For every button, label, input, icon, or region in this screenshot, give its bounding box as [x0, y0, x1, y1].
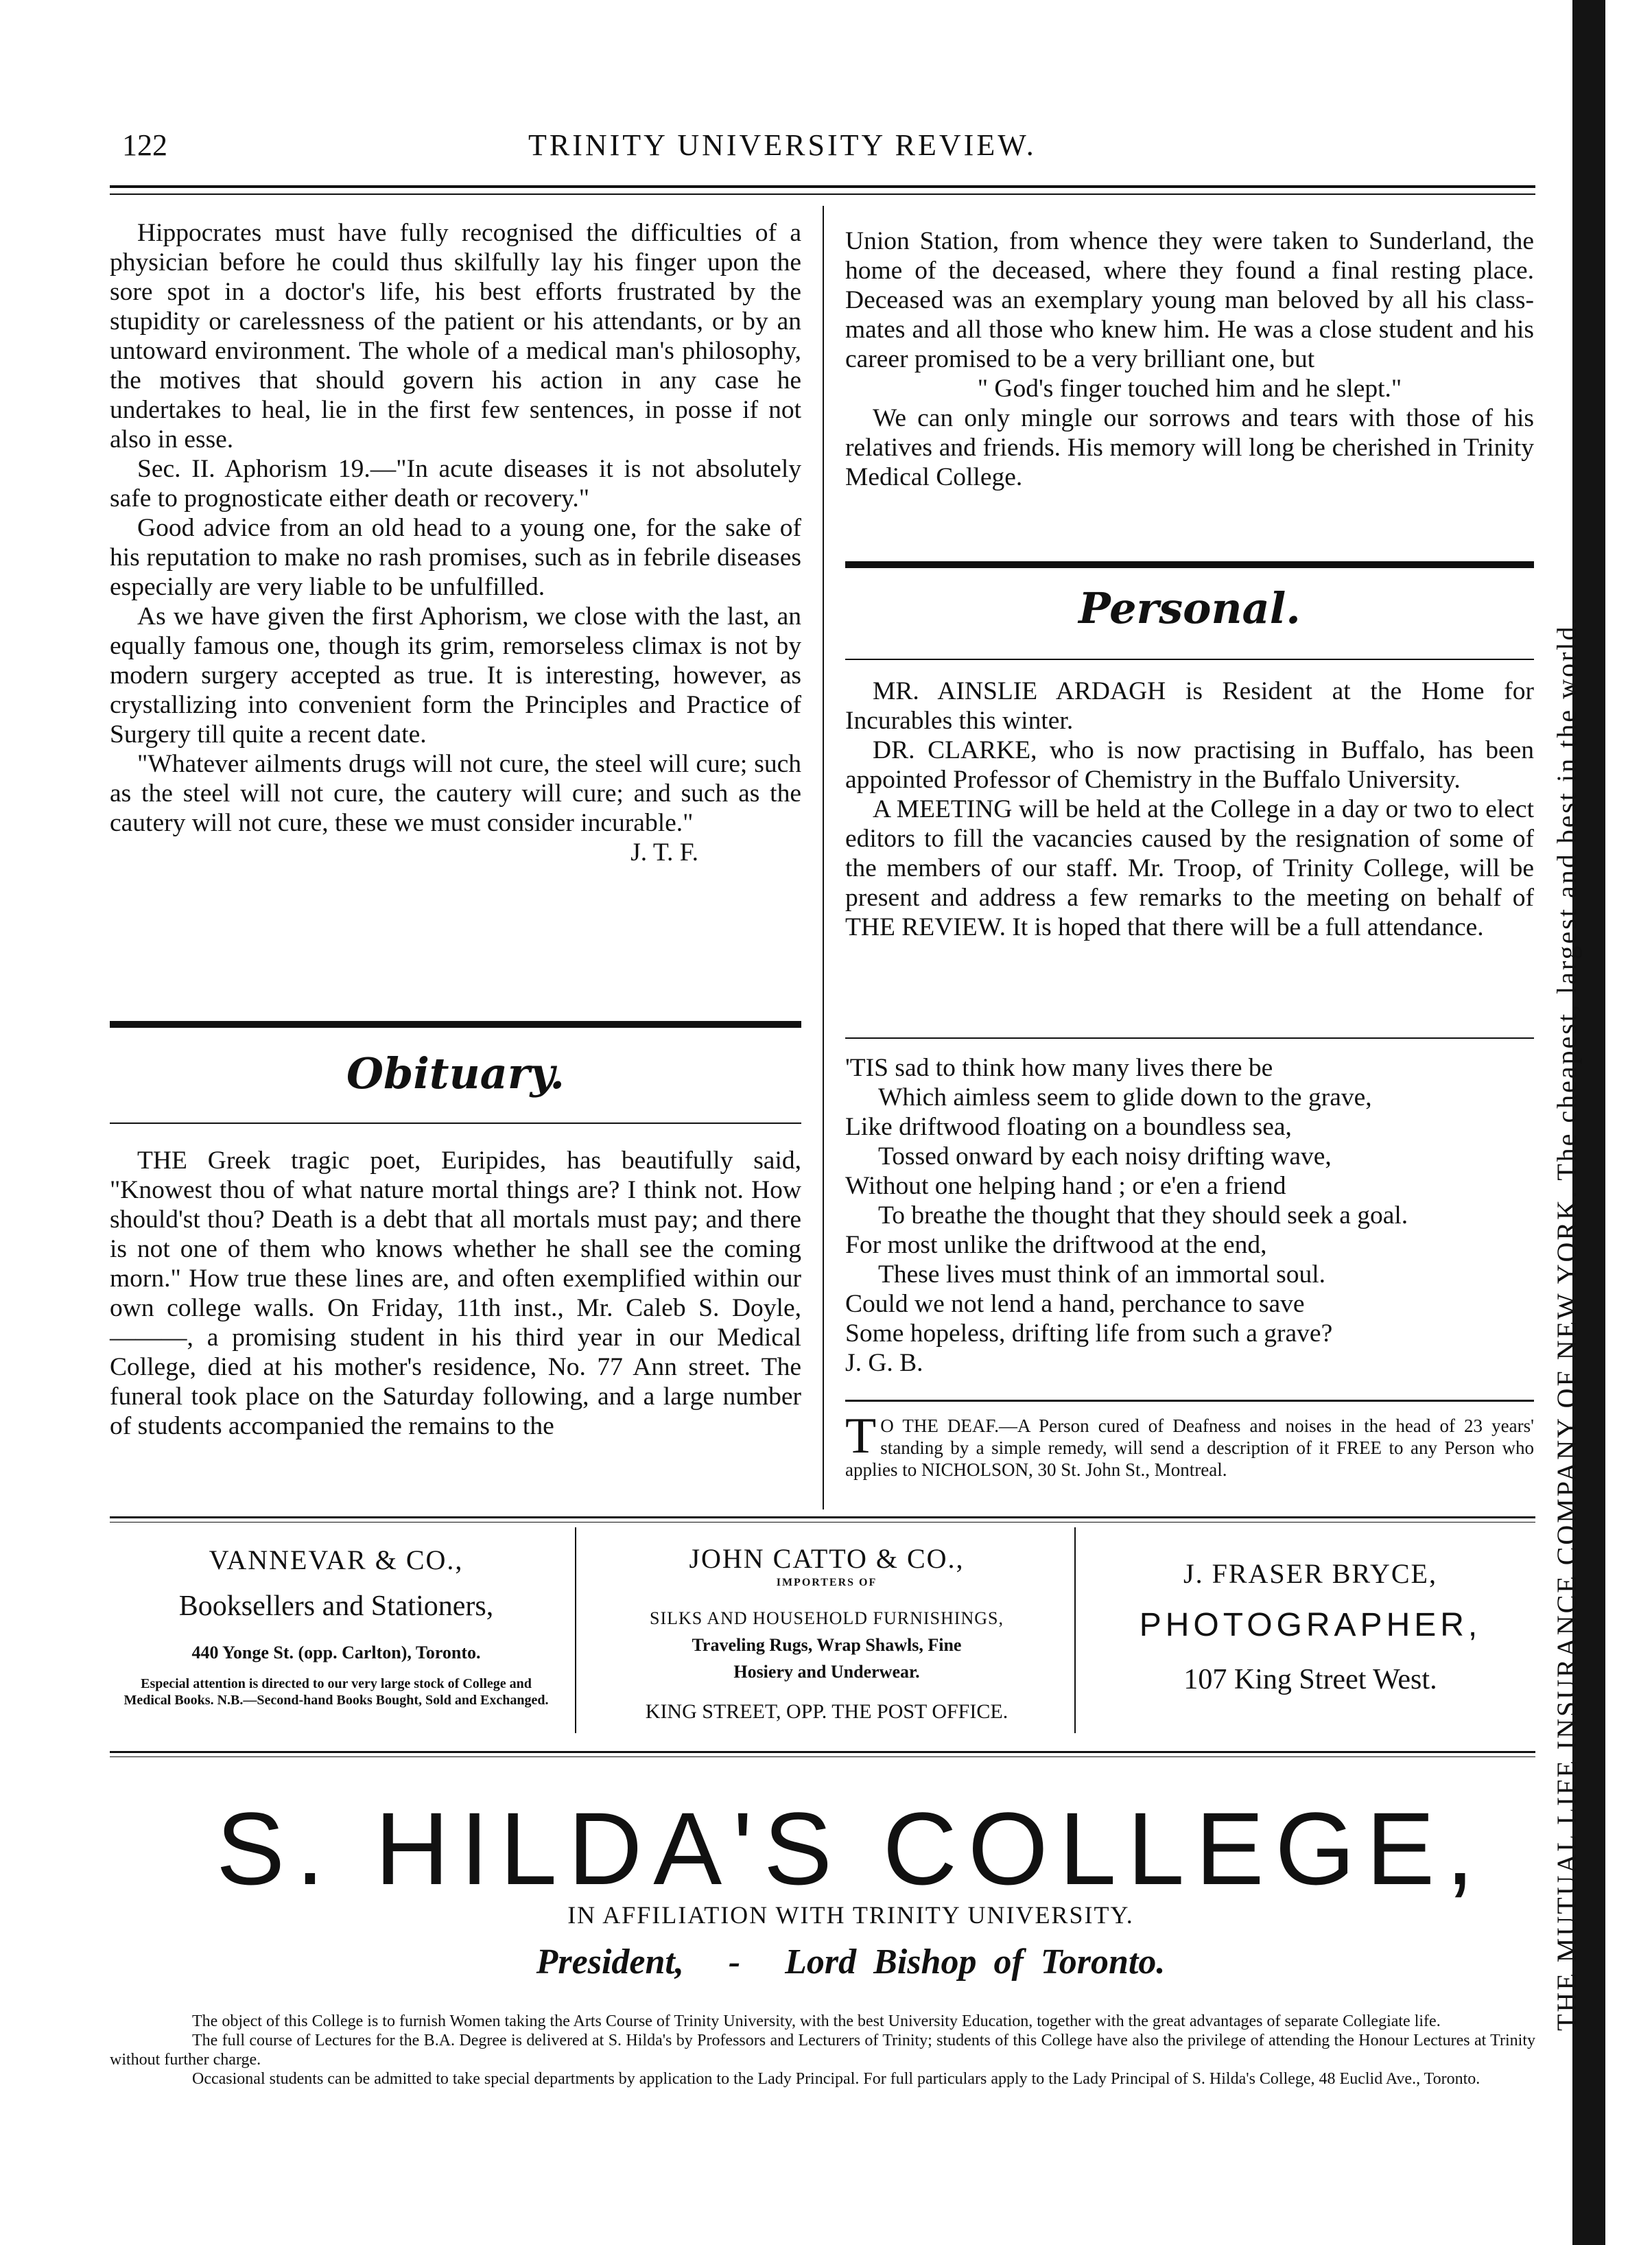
- bryce-address: 107 King Street West.: [1183, 1664, 1437, 1695]
- vannevar-note: Especial attention is directed to our very large stock of College and Medical Books. N.B.—Second-hand Books Bought, Sold and Exchanged.: [123, 1676, 549, 1708]
- hilda-description: [110, 2012, 1535, 2089]
- ads-rule-top-thin: [110, 1522, 1535, 1523]
- ad-catto: [590, 1542, 1063, 1724]
- poem: [845, 1053, 1534, 1378]
- poem-line: These lives must think of an immortal soul.: [878, 1260, 1326, 1289]
- hilda-president: [206, 1942, 1496, 1982]
- obituary-text: THE Greek tragic poet, Euripides, has beautifully said, "Knowest thou of what nature mortal things are? I think not. How should'st thou? Death is a debt that all mortals must pay; and there is not one of them who knows whether he shall see the coming morn." How true these lines are, and often exemplified within our own college walls. On Friday, 11th inst., Mr. Caleb S. Doyle, ———, a promising student in his third year in our Medical College, died at his mother's residence, No. 77 Ann street. The funeral took place on the Saturday following, and a large number of students accompanied the remains to the: [110, 1147, 801, 1440]
- poem-line: To breathe the thought that they should seek a goal.: [878, 1201, 1408, 1230]
- catto-name: JOHN CATTO & CO.,: [689, 1543, 965, 1574]
- poem-line: 'TIS sad to think how many lives there be: [845, 1054, 1273, 1082]
- poem-line: Without one helping hand ; or e'en a friend: [845, 1172, 1286, 1200]
- poem-line: For most unlike the driftwood at the end,: [845, 1231, 1267, 1259]
- notice-drop-cap: T: [845, 1408, 877, 1464]
- hilda-paragraph-1: The object of this College is to furnish Women taking the Arts Course of Trinity University, with the best University Education, together with the great advantages of separate Collegiate life.: [192, 2012, 1441, 2030]
- personal-item-1: MR. AINSLIE ARDAGH is Resident at the Home for Incurables this winter.: [845, 677, 1534, 735]
- essay-paragraph-2: Sec. II. Aphorism 19.—"In acute diseases it is not absolutely safe to prognosticate either death or recovery.": [110, 455, 801, 513]
- essay-paragraph-5: "Whatever ailments drugs will not cure, the steel will cure; such as the steel will not cure, the cautery will cure; and such as the cautery will not cure, these we must consider incurable.": [110, 750, 801, 837]
- obituary-rule: [110, 1122, 801, 1124]
- journal-title: TRINITY UNIVERSITY REVIEW.: [528, 128, 1037, 162]
- poem-line: Which aimless seem to glide down to the grave,: [878, 1083, 1372, 1112]
- ads-divider-1: [575, 1527, 576, 1733]
- essay-paragraph-3: Good advice from an old head to a young one, for the sake of his reputation to make no rash promises, such as in febrile diseases especially are very liable to be unfulfilled.: [110, 514, 801, 601]
- personal-item-3: A MEETING will be held at the College in a day or two to elect editors to fill the vacancies caused by the resignation of some of the members of our staff. Mr. Troop, of Trinity College, will be present and address a few remarks to the meeting on behalf of THE REVIEW. It is hoped that there will be a full attendance.: [845, 795, 1534, 941]
- column-divider: [823, 206, 824, 1509]
- hilda-paragraph-3: Occasional students can be admitted to take special departments by application to the Lady Principal. For full particulars apply to the Lady Principal of S. Hilda's College, 48 Euclid Ave., Toronto.: [192, 2070, 1480, 2088]
- hilda-title: S. HILDA'S COLLEGE,: [216, 1791, 1485, 1906]
- obituary-heading: Obituary.: [346, 1048, 565, 1098]
- section-rule-left: [110, 1021, 801, 1028]
- page-number: 122: [122, 128, 167, 162]
- notice-text: O THE DEAF.—A Person cured of Deafness and noises in the head of 23 years' standing by a simple remedy, will send a description of it FREE to any Person who applies to NICHOLSON, 30 St. John St., Montreal.: [845, 1415, 1534, 1480]
- ad-vannevar: [110, 1544, 563, 1708]
- header-rule-bottom: [110, 193, 1535, 195]
- obituary-continued: [845, 226, 1534, 492]
- catto-line-2: Traveling Rugs, Wrap Shawls, Fine: [692, 1635, 962, 1655]
- header-rule-top: [110, 185, 1535, 188]
- essay-paragraph-4: As we have given the first Aphorism, we close with the last, an equally famous one, though its grim, remorseless climax is not by modern surgery accepted as true. It is interesting, however, as crystallizing into convenient form the Principles and Practice of Surgery till quite a recent date.: [110, 602, 801, 749]
- section-rule-right: [845, 561, 1534, 568]
- poem-line: Could we not lend a hand, perchance to save: [845, 1290, 1305, 1318]
- essay-section: [110, 218, 801, 867]
- sidebar-advert-text: THE MUTUAL LIFE INSURANCE COMPANY OF NEW YORK. The cheapest, largest and best in the world.: [1551, 615, 1582, 2031]
- vannevar-address: 440 Yonge St. (opp. Carlton), Toronto.: [191, 1643, 481, 1662]
- poem-line: Like driftwood floating on a boundless sea,: [845, 1113, 1292, 1141]
- vannevar-trade: Booksellers and Stationers,: [178, 1590, 494, 1622]
- obituary-quote: " God's finger touched him and he slept.": [977, 375, 1402, 403]
- catto-line-3: Hosiery and Underwear.: [733, 1662, 920, 1682]
- ad-bryce: [1084, 1558, 1537, 1696]
- notice-rule: [845, 1400, 1534, 1402]
- ads-rule-top: [110, 1516, 1535, 1518]
- catto-importers: IMPORTERS OF: [776, 1577, 877, 1588]
- president-label: President,: [536, 1942, 684, 1982]
- obituary-closing: We can only mingle our sorrows and tears with those of his relatives and friends. His memory will long be cherished in Trinity Medical College.: [845, 404, 1534, 491]
- catto-line-1: SILKS AND HOUSEHOLD FURNISHINGS,: [650, 1608, 1004, 1628]
- personal-heading: Personal.: [1078, 583, 1301, 633]
- bryce-name: J. FRASER BRYCE,: [1183, 1558, 1437, 1589]
- essay-signature: J. T. F.: [630, 838, 698, 867]
- deaf-notice: [845, 1408, 1534, 1481]
- obituary-continued-text: Union Station, from whence they were taken to Sunderland, the home of the deceased, where they found a final resting place. Deceased was an exemplary young man beloved by all his class-mates and all those who knew him. He was a close student and his career promised to be a very brilliant one, but: [845, 227, 1534, 373]
- ads-rule-bottom-thin: [110, 1756, 1535, 1757]
- catto-address: KING STREET, OPP. THE POST OFFICE.: [645, 1700, 1008, 1723]
- essay-paragraph-1: Hippocrates must have fully recognised the difficulties of a physician before he could thus skilfully lay his finger upon the sore spot in a doctor's life, his best efforts frustrated by the stupidity or carelessness of the patient or his attendants, or by an untoward environment. The whole of a medical man's philosophy, the motives that should govern his action in any case he undertakes to heal, lie in the first few sentences, in posse if not also in esse.: [110, 219, 801, 454]
- personal-item-2: DR. CLARKE, who is now practising in Buffalo, has been appointed Professor of Chemistry in the Buffalo University.: [845, 736, 1534, 794]
- hilda-subtitle: IN AFFILIATION WITH TRINITY UNIVERSITY.: [567, 1901, 1134, 1929]
- poem-rule: [845, 1037, 1534, 1039]
- bryce-trade: PHOTOGRAPHER,: [1139, 1607, 1482, 1643]
- poem-line: Tossed onward by each noisy drifting wave,: [878, 1142, 1332, 1171]
- president-dash: -: [728, 1942, 741, 1982]
- obituary-section: [110, 1146, 801, 1441]
- vannevar-name: VANNEVAR & CO.,: [209, 1544, 464, 1575]
- ads-rule-bottom: [110, 1751, 1535, 1753]
- ads-divider-2: [1074, 1527, 1076, 1733]
- personal-section: [845, 677, 1534, 942]
- hilda-paragraph-2: The full course of Lectures for the B.A. Degree is delivered at S. Hilda's by Professors and Lecturers of Trinity; students of this College have also the privilege of attending the Honour Lectures at Trinity without further charge.: [110, 2032, 1535, 2069]
- poem-signature: J. G. B.: [845, 1349, 923, 1377]
- personal-rule: [845, 659, 1534, 660]
- poem-line: Some hopeless, drifting life from such a grave?: [845, 1319, 1333, 1348]
- president-name: Lord Bishop of Toronto.: [785, 1942, 1166, 1982]
